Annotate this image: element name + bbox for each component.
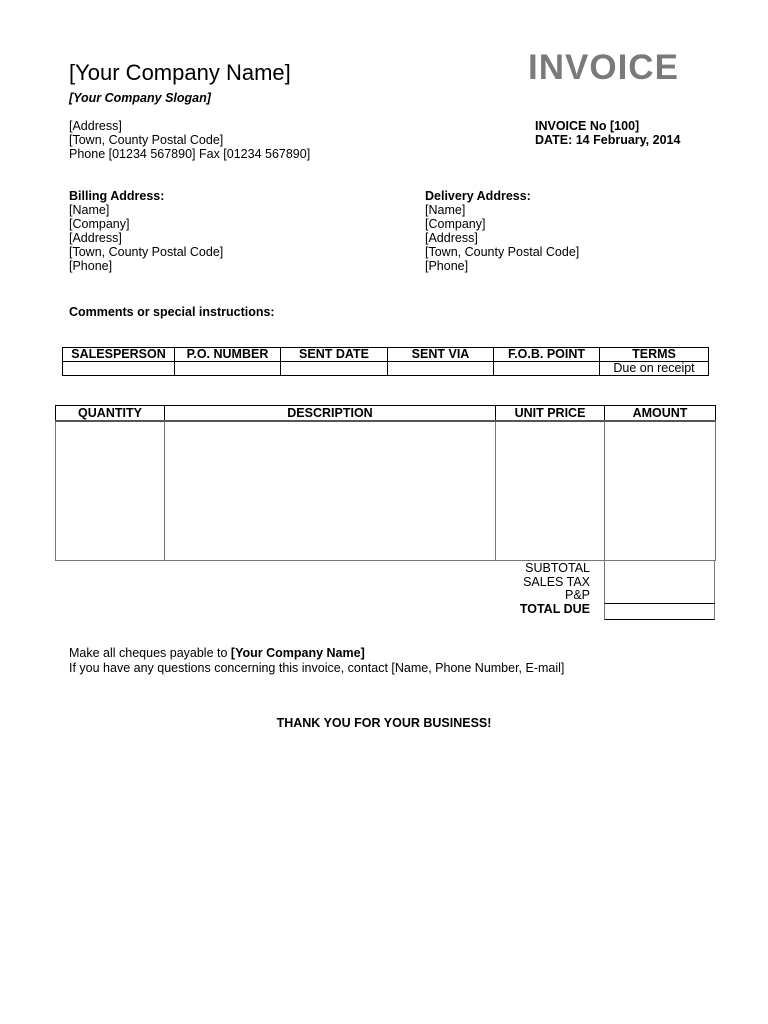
total-due-cell[interactable]	[604, 603, 715, 620]
invoice-date: DATE: 14 February, 2014	[535, 133, 681, 147]
col-description: DESCRIPTION	[165, 406, 496, 422]
comments-label: Comments or special instructions:	[69, 305, 275, 319]
shipping-data-row	[63, 362, 709, 376]
cheques-prefix: Make all cheques payable to	[69, 646, 231, 660]
subtotal-label: SUBTOTAL	[525, 561, 590, 575]
col-po-number: P.O. NUMBER	[175, 348, 281, 362]
company-address-block	[69, 119, 310, 161]
billing-town: [Town, County Postal Code]	[69, 245, 224, 259]
pp-label: P&P	[564, 588, 590, 602]
billing-heading: Billing Address:	[69, 189, 165, 203]
amount-cell[interactable]	[605, 421, 716, 561]
shipping-table	[62, 347, 709, 376]
col-terms: TERMS	[600, 348, 709, 362]
col-salesperson: SALESPERSON	[63, 348, 175, 362]
totals-labels	[480, 562, 590, 616]
billing-address: [Address]	[69, 231, 122, 245]
total-due-label: TOTAL DUE	[519, 601, 590, 616]
col-quantity: QUANTITY	[56, 406, 165, 422]
col-sent-via: SENT VIA	[388, 348, 494, 362]
quantity-cell[interactable]	[56, 421, 165, 561]
phone-fax-line: Phone [01234 567890] Fax [01234 567890]	[69, 147, 311, 161]
delivery-address-block	[425, 189, 579, 273]
company-slogan: [Your Company Slogan]	[69, 91, 211, 105]
sent-date-cell[interactable]	[281, 362, 388, 376]
delivery-town: [Town, County Postal Code]	[425, 245, 580, 259]
sent-via-cell[interactable]	[388, 362, 494, 376]
shipping-header-row	[63, 348, 709, 362]
thank-you-message: THANK YOU FOR YOUR BUSINESS!	[276, 716, 492, 730]
unit-price-cell[interactable]	[496, 421, 605, 561]
billing-name: [Name]	[69, 203, 110, 217]
delivery-address: [Address]	[425, 231, 478, 245]
delivery-name: [Name]	[425, 203, 466, 217]
col-sent-date: SENT DATE	[281, 348, 388, 362]
items-header-row	[56, 406, 716, 422]
invoice-title: INVOICE	[528, 48, 679, 87]
billing-phone: [Phone]	[69, 259, 113, 273]
company-name: [Your Company Name]	[69, 60, 291, 85]
delivery-company: [Company]	[425, 217, 486, 231]
billing-company: [Company]	[69, 217, 130, 231]
items-table	[55, 405, 716, 561]
fob-point-cell[interactable]	[494, 362, 600, 376]
items-body-row	[56, 421, 716, 561]
billing-address-block	[69, 189, 223, 273]
description-cell[interactable]	[165, 421, 496, 561]
questions-line: If you have any questions concerning this invoice, contact [Name, Phone Number, E-mail]	[69, 661, 565, 675]
address-line: [Address]	[69, 119, 122, 133]
terms-cell[interactable]: Due on receipt	[600, 362, 709, 376]
town-line: [Town, County Postal Code]	[69, 133, 224, 147]
sales-tax-label: SALES TAX	[523, 574, 590, 589]
col-amount: AMOUNT	[605, 406, 716, 422]
salesperson-cell[interactable]	[63, 362, 175, 376]
col-unit-price: UNIT PRICE	[496, 406, 605, 422]
delivery-phone: [Phone]	[425, 259, 469, 273]
col-fob-point: F.O.B. POINT	[494, 348, 600, 362]
delivery-heading: Delivery Address:	[425, 189, 531, 203]
invoice-number: INVOICE No [100]	[535, 119, 640, 133]
invoice-meta	[535, 119, 680, 147]
cheques-line	[69, 646, 365, 660]
totals-box	[604, 561, 714, 619]
totals-values-cell[interactable]	[604, 561, 715, 603]
po-number-cell[interactable]	[175, 362, 281, 376]
cheques-company-name: [Your Company Name]	[230, 646, 365, 660]
